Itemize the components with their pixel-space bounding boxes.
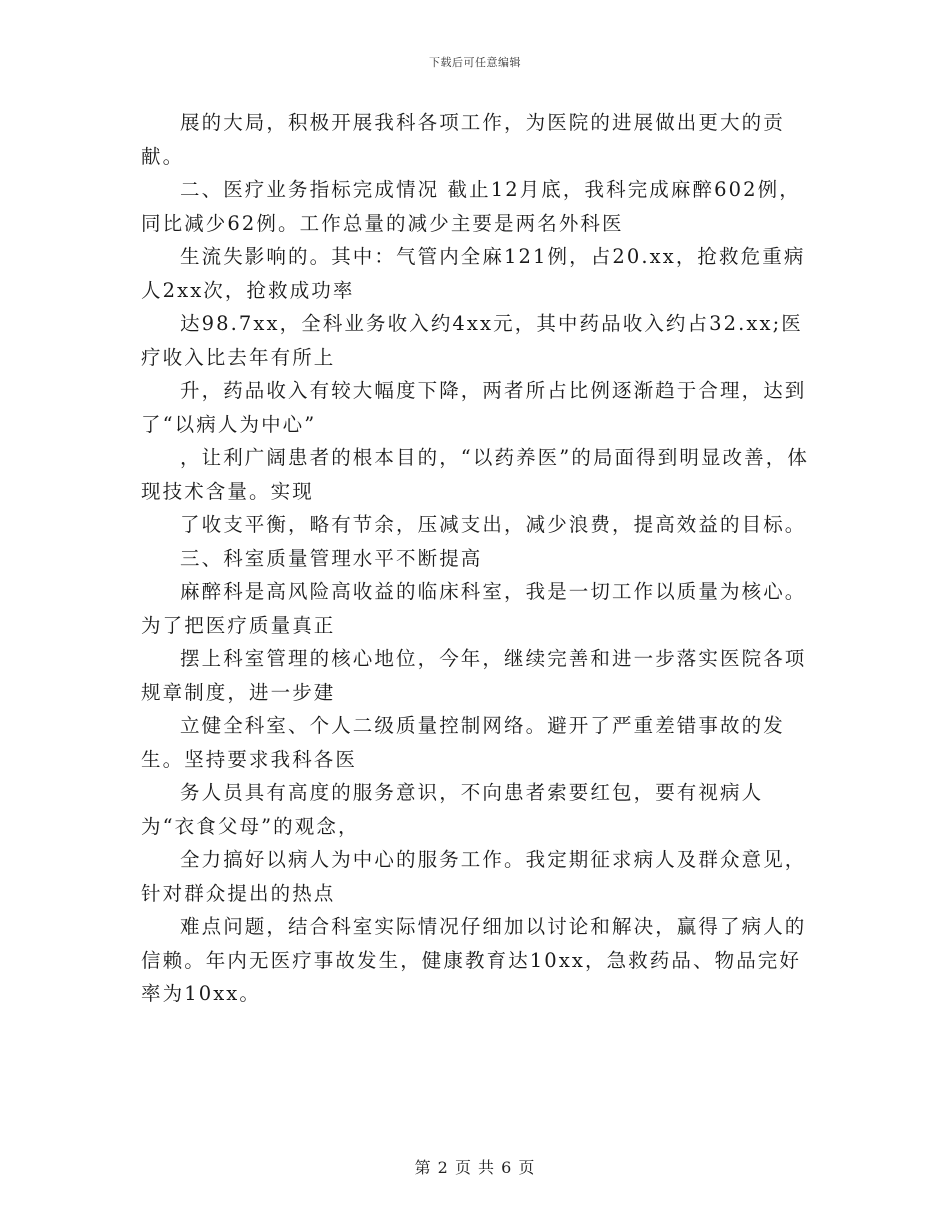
page-header: 下载后可任意编辑 bbox=[429, 56, 521, 69]
section-heading-3: 三、科室质量管理水平不断提高 bbox=[180, 546, 483, 570]
paragraph-1: 展的大局，积极开展我科各项工作，为医院的进展做出更大的贡献。 bbox=[141, 111, 785, 168]
paragraph-10: 摆上科室管理的核心地位，今年，继续完善和进一步落实医院各项规章制度，进一步建 bbox=[141, 647, 807, 704]
paragraph-12: 务人员具有高度的服务意识，不向患者索要红包，要有视病人为“衣食父母”的观念， bbox=[141, 781, 764, 838]
paragraph-7: 了收支平衡，略有节余，压减支出，减少浪费，提高效益的目标。 bbox=[180, 513, 807, 536]
paragraph-5: 升，药品收入有较大幅度下降，两者所占比例逐渐趋于合理，达到了“以病人为中心” bbox=[141, 379, 807, 436]
paragraph-9: 麻醉科是高风险高收益的临床科室，我是一切工作以质量为核心。为了把医疗质量真正 bbox=[141, 580, 807, 637]
paragraph-14: 难点问题，结合科室实际情况仔细加以讨论和解决，赢得了病人的信赖。年内无医疗事故发生，健康教育达10xx，急救药品、物品完好率为10xx。 bbox=[141, 915, 807, 1005]
paragraph-2: 二、医疗业务指标完成情况 截止12月底，我科完成麻醉602例，同比减少62例。工作总量的减少主要是两名外科医 bbox=[141, 178, 801, 235]
paragraph-4: 达98.7xx，全科业务收入约4xx元，其中药品收入约占32.xx;医疗收入比去年有所上 bbox=[141, 312, 803, 369]
document-body bbox=[141, 106, 813, 1011]
page-number-footer: 第 2 页 共 6 页 bbox=[414, 1158, 536, 1177]
paragraph-6: ，让利广阔患者的根本目的，“以药养医”的局面得到明显改善，体现技术含量。实现 bbox=[141, 446, 809, 503]
paragraph-13: 全力搞好以病人为中心的服务工作。我定期征求病人及群众意见，针对群众提出的热点 bbox=[141, 848, 807, 905]
paragraph-3: 生流失影响的。其中：气管内全麻121例，占20.xx，抢救危重病人2xx次，抢救成功率 bbox=[141, 245, 806, 302]
paragraph-11: 立健全科室、个人二级质量控制网络。避开了严重差错事故的发生。坚持要求我科各医 bbox=[141, 714, 785, 771]
